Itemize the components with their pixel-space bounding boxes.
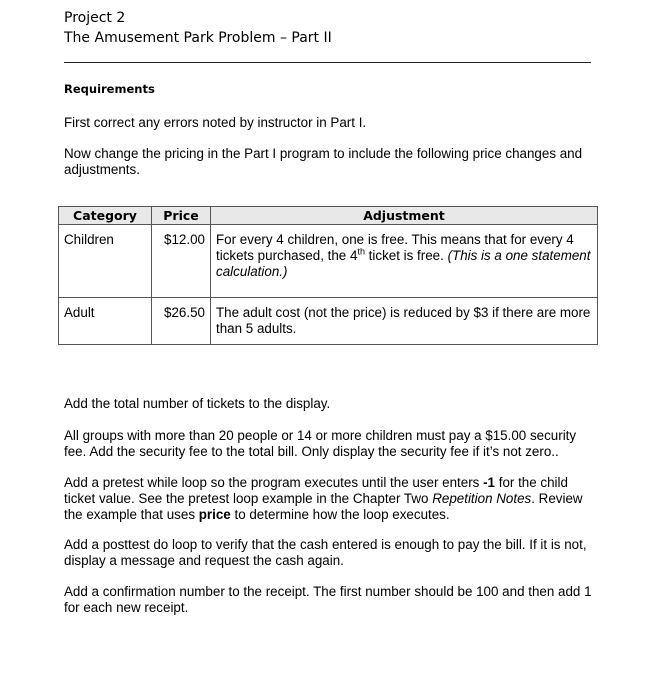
table-row <box>59 298 598 345</box>
document-title: Project 2 <box>64 10 126 26</box>
pricing-table <box>58 206 598 345</box>
adjustment-text: For every 4 children, one is free. This means that for every 4 tickets purchased, the 4 <box>216 232 574 263</box>
table-header-row <box>59 207 598 225</box>
text-run: . Review the example that uses <box>64 491 583 522</box>
text-run: for the child ticket value. See the pretest loop example in the Chapter Two <box>64 475 568 506</box>
adjustment-note: (This is a one statement calculation.) <box>216 248 591 279</box>
row-price: $12.00 <box>152 225 211 298</box>
header-divider <box>64 62 591 63</box>
row-adjustment: The adult cost (not the price) is reduced by $3 if there are more than 5 adults. <box>211 298 598 345</box>
instruction-pretest-loop <box>64 475 594 523</box>
header-category: Category <box>59 207 152 225</box>
instruction-security-fee: All groups with more than 20 people or 14 or more children must pay a $15.00 security fee. Add the security fee to the total bill. Only display the security fee if it’s not zero.. <box>64 428 577 459</box>
text-run-italic: Repetition Notes <box>432 491 532 506</box>
text-run: Add a pretest while loop so the program executes until the user enters <box>64 475 484 490</box>
row-category: Children <box>59 225 152 298</box>
text-run-bold: -1 <box>483 475 495 490</box>
row-price: $26.50 <box>152 298 211 345</box>
instruction-ticket-total: Add the total number of tickets to the display. <box>64 396 331 411</box>
instruction-confirmation-number: Add a confirmation number to the receipt. The first number should be 100 and then add 1 for each new receipt. <box>64 584 592 615</box>
row-adjustment <box>211 225 598 298</box>
requirements-heading: Requirements <box>64 82 155 96</box>
table-row <box>59 225 598 298</box>
header-adjustment: Adjustment <box>211 207 598 225</box>
ordinal-superscript: th <box>357 246 365 257</box>
text-run-bold: price <box>198 507 231 522</box>
document-subtitle: The Amusement Park Problem – Part II <box>64 30 332 46</box>
adjustment-text-cont: ticket is free. <box>364 248 448 263</box>
instruction-posttest-loop: Add a posttest do loop to verify that the cash entered is enough to pay the bill. If it is not, display a message and request the cash again. <box>64 537 587 568</box>
row-category: Adult <box>59 298 152 345</box>
header-price: Price <box>152 207 211 225</box>
intro-paragraph-2: Now change the pricing in the Part I program to include the following price changes and adjustments. <box>64 146 583 177</box>
intro-paragraph-1: First correct any errors noted by instructor in Part I. <box>64 115 367 130</box>
text-run: to determine how the loop executes. <box>230 507 450 522</box>
